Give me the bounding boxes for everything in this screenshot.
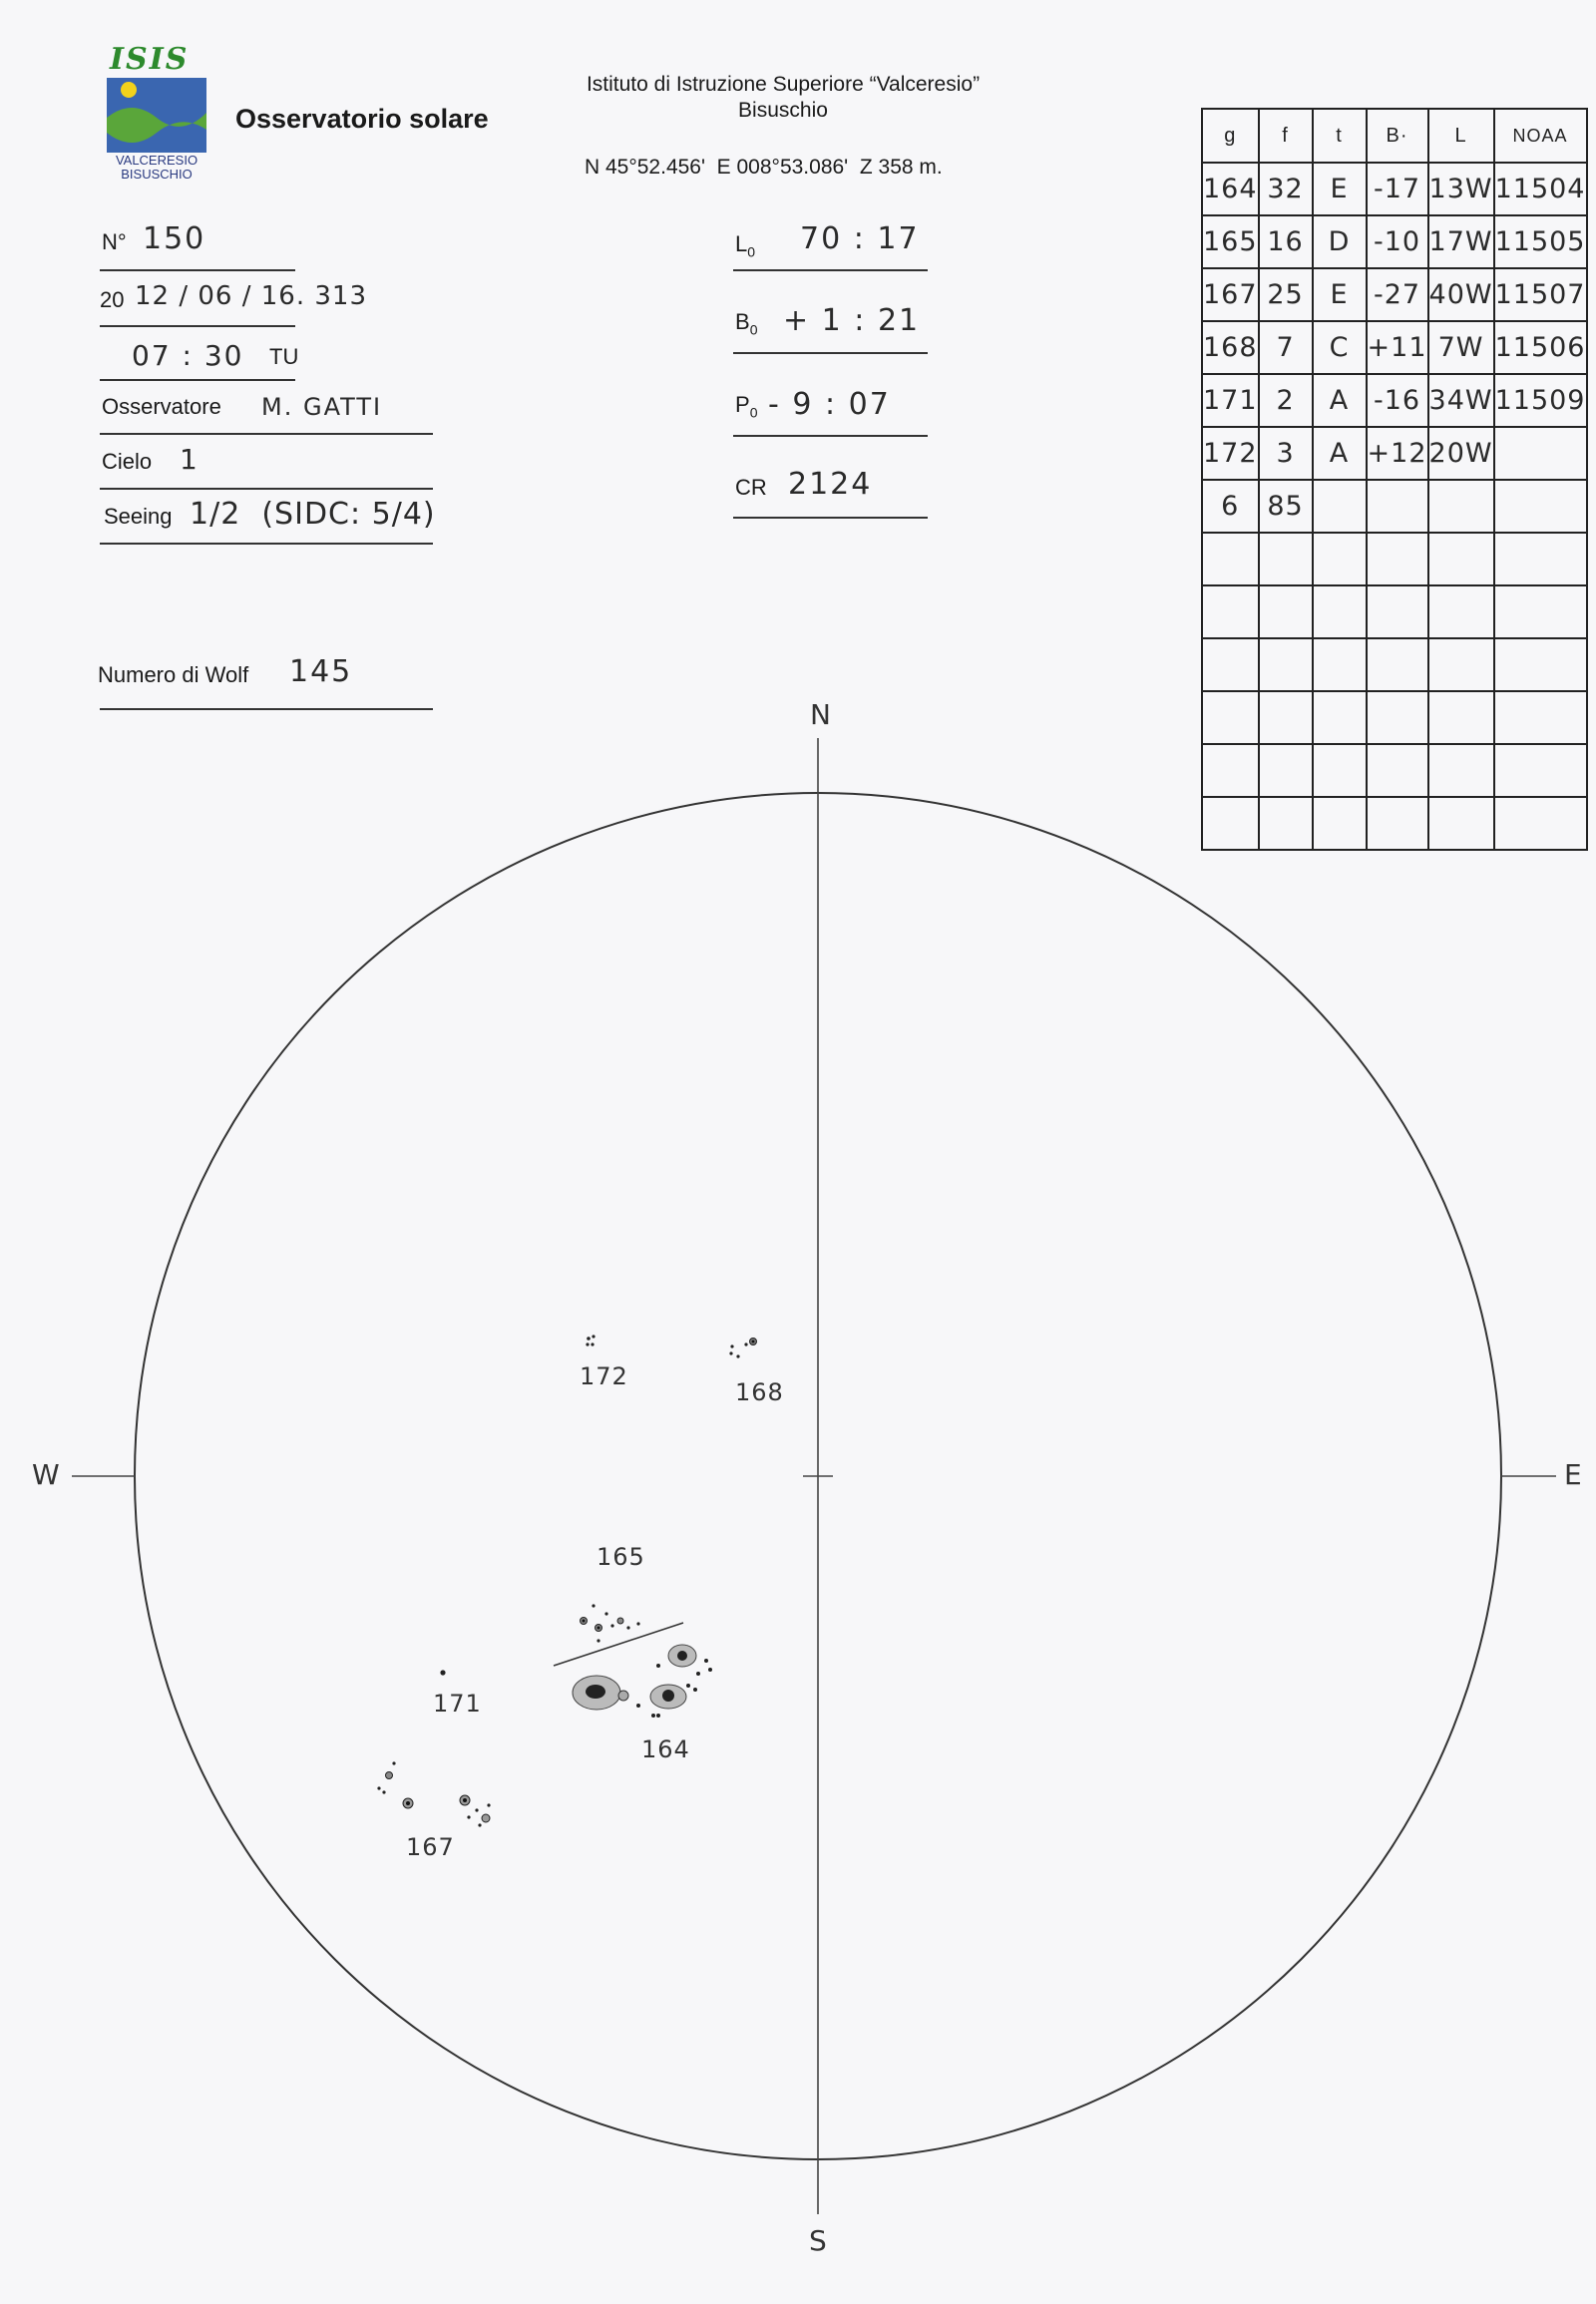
b0-label: [735, 309, 757, 337]
cell-g: [1202, 585, 1259, 638]
cell-l: 20W: [1428, 427, 1494, 480]
cell-noaa: 11505: [1494, 215, 1587, 268]
cell-noaa: 11504: [1494, 163, 1587, 215]
wolf-number-value: 145: [289, 654, 353, 689]
date-underline: [100, 325, 295, 327]
wolf-number-label: Numero di Wolf: [98, 662, 249, 687]
group-label-171: 171: [433, 1690, 482, 1718]
col-header-f: f: [1259, 109, 1313, 163]
page-title: Osservatorio solare: [235, 104, 489, 134]
table-row: [1202, 480, 1587, 533]
cell-f: 25: [1259, 268, 1313, 321]
cell-f: 16: [1259, 215, 1313, 268]
col-header-g: g: [1202, 109, 1259, 163]
cell-b: +12: [1367, 427, 1428, 480]
cell-l: [1428, 585, 1494, 638]
cr-underline: [733, 517, 928, 519]
date-prefix: 20: [100, 287, 125, 312]
table-row: [1202, 321, 1587, 374]
seeing-value: 1/2 (SIDC: 5/4): [190, 497, 436, 532]
sunspot-group-172: [586, 1335, 595, 1345]
cell-b: +11: [1367, 321, 1428, 374]
cell-f: 85: [1259, 480, 1313, 533]
cell-l: 17W: [1428, 215, 1494, 268]
logo-wordmark: ISIS: [110, 42, 190, 77]
seeing-label: Seeing: [104, 504, 173, 529]
cell-g: [1202, 533, 1259, 585]
cell-t: [1313, 585, 1367, 638]
table-row: [1202, 427, 1587, 480]
cell-f: 32: [1259, 163, 1313, 215]
cell-noaa: 11509: [1494, 374, 1587, 427]
logo-wave-icon: [107, 78, 206, 153]
cell-b: -10: [1367, 215, 1428, 268]
b0-symbol: B: [735, 309, 750, 334]
observatory-coordinates: N 45°52.456' E 008°53.086' Z 358 m.: [585, 156, 943, 179]
number-underline: [100, 269, 295, 271]
table-row: [1202, 374, 1587, 427]
p0-subscript: 0: [749, 404, 758, 421]
col-header-b: B·: [1367, 109, 1428, 163]
cell-l: 7W: [1428, 321, 1494, 374]
sunspot-group-164: [573, 1645, 712, 1718]
col-header-noaa: NOAA: [1494, 109, 1587, 163]
cell-b: [1367, 480, 1428, 533]
cell-t: A: [1313, 427, 1367, 480]
col-header-t: t: [1313, 109, 1367, 163]
table-row: [1202, 585, 1587, 638]
l0-symbol: L: [735, 231, 748, 256]
cell-b: -17: [1367, 163, 1428, 215]
solar-disk-drawing: [0, 658, 1596, 2304]
p0-label: [735, 392, 757, 420]
cell-noaa: [1494, 480, 1587, 533]
cell-l: [1428, 480, 1494, 533]
date-value: 12 / 06 / 16. 313: [135, 281, 367, 311]
l0-subscript: 0: [747, 243, 756, 260]
cell-noaa: [1494, 585, 1587, 638]
cell-l: [1428, 533, 1494, 585]
cell-g: 164: [1202, 163, 1259, 215]
cell-b: -16: [1367, 374, 1428, 427]
institute-header: [519, 72, 1047, 124]
logo-caption: [97, 154, 216, 182]
time-value: 07 : 30: [132, 339, 244, 372]
east-label: E: [1564, 1458, 1582, 1491]
observer-value: M. GATTI: [261, 393, 383, 421]
cell-noaa: [1494, 427, 1587, 480]
col-header-l: L: [1428, 109, 1494, 163]
cell-t: C: [1313, 321, 1367, 374]
cell-t: E: [1313, 268, 1367, 321]
logo-emblem: [107, 78, 206, 153]
cell-g: 6: [1202, 480, 1259, 533]
sunspot-group-167: [377, 1761, 490, 1826]
group-label-172: 172: [580, 1362, 628, 1390]
seeing-underline: [100, 543, 433, 545]
group-label-165: 165: [597, 1543, 645, 1571]
cell-b: -27: [1367, 268, 1428, 321]
cell-t: D: [1313, 215, 1367, 268]
cr-value: 2124: [788, 467, 873, 502]
cell-t: A: [1313, 374, 1367, 427]
l0-value: 70 : 17: [800, 221, 920, 256]
cell-g: 171: [1202, 374, 1259, 427]
cell-g: 167: [1202, 268, 1259, 321]
cell-t: E: [1313, 163, 1367, 215]
cell-f: [1259, 533, 1313, 585]
cr-label: CR: [735, 475, 767, 500]
l0-label: [735, 231, 755, 259]
table-row: [1202, 268, 1587, 321]
observer-underline: [100, 433, 433, 435]
cell-t: [1313, 533, 1367, 585]
cell-f: 3: [1259, 427, 1313, 480]
cell-b: [1367, 585, 1428, 638]
sky-underline: [100, 488, 433, 490]
cell-b: [1367, 533, 1428, 585]
group-label-168: 168: [735, 1378, 784, 1406]
logo-caption-line-1: VALCERESIO: [115, 153, 199, 168]
sunspot-group-171: [440, 1670, 445, 1675]
cell-l: 13W: [1428, 163, 1494, 215]
table-row: [1202, 163, 1587, 215]
cell-f: 7: [1259, 321, 1313, 374]
south-label: S: [809, 2224, 827, 2257]
table-row: [1202, 215, 1587, 268]
b0-subscript: 0: [749, 321, 758, 338]
sky-value: 1: [180, 443, 200, 476]
cell-g: 165: [1202, 215, 1259, 268]
observer-label: Osservatore: [102, 394, 221, 419]
cell-noaa: [1494, 533, 1587, 585]
cell-l: 40W: [1428, 268, 1494, 321]
west-label: W: [32, 1458, 60, 1491]
cell-f: [1259, 585, 1313, 638]
cell-t: [1313, 480, 1367, 533]
b0-value: + 1 : 21: [783, 303, 921, 338]
b0-underline: [733, 352, 928, 354]
table-header-row: [1202, 109, 1587, 163]
time-underline: [100, 379, 295, 381]
group-label-164: 164: [641, 1735, 690, 1763]
p0-symbol: P: [735, 392, 750, 417]
group-label-167: 167: [406, 1833, 455, 1861]
cell-g: 168: [1202, 321, 1259, 374]
time-unit: TU: [269, 344, 299, 369]
table-row: [1202, 533, 1587, 585]
cell-noaa: 11506: [1494, 321, 1587, 374]
institute-name: Istituto di Istruzione Superiore “Valceresio”: [586, 73, 981, 96]
sky-label: Cielo: [102, 449, 153, 474]
p0-underline: [733, 435, 928, 437]
group-separator-line: [554, 1623, 683, 1666]
number-value: 150: [143, 221, 206, 256]
north-label: N: [810, 698, 831, 731]
l0-underline: [733, 269, 928, 271]
p0-value: - 9 : 07: [768, 387, 891, 422]
cell-l: 34W: [1428, 374, 1494, 427]
sunspot-group-168: [729, 1339, 756, 1358]
cell-f: 2: [1259, 374, 1313, 427]
sunspot-group-165: [581, 1604, 640, 1642]
cell-g: 172: [1202, 427, 1259, 480]
institute-town: Bisuschio: [738, 99, 828, 122]
logo-caption-line-2: BISUSCHIO: [121, 167, 193, 182]
cell-noaa: 11507: [1494, 268, 1587, 321]
number-label: N°: [102, 229, 127, 254]
